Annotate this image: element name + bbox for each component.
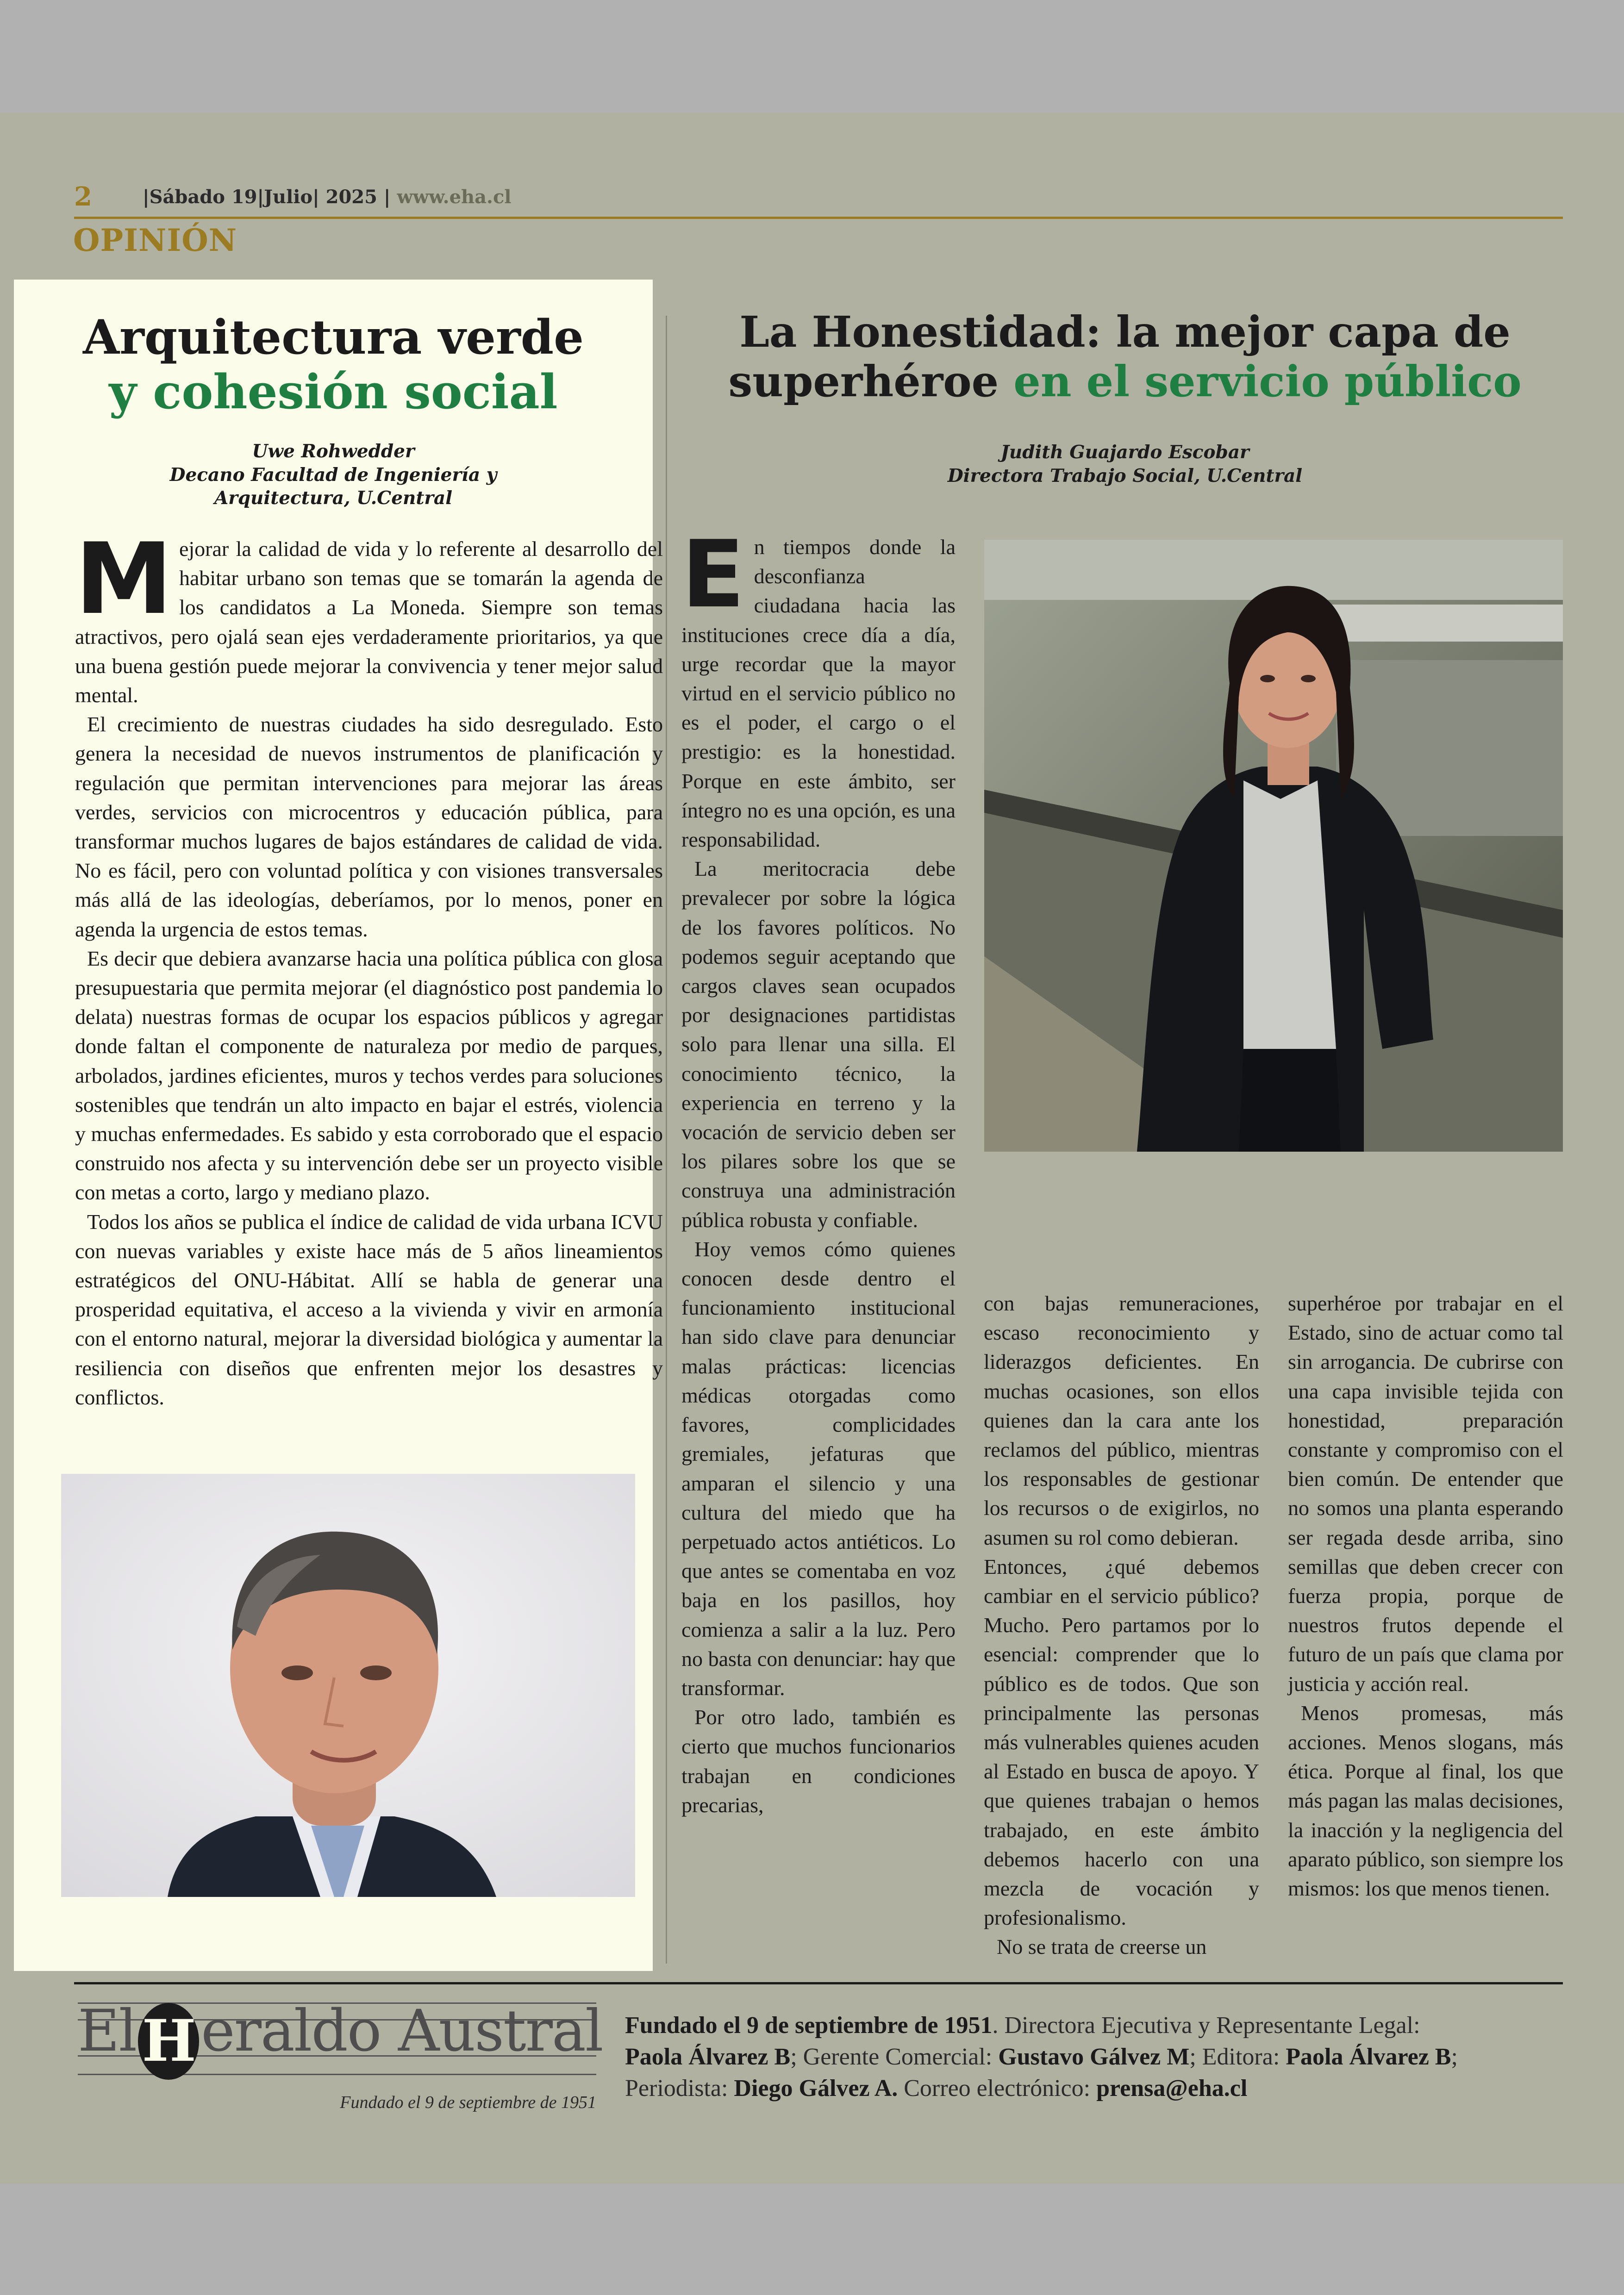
logo-h-emblem: H — [138, 2003, 199, 2080]
portrait-man-image — [61, 1474, 635, 1897]
right-paragraph-6-start: No se trata de creerse un — [997, 1935, 1207, 1959]
right-paragraph-4-start: Por otro lado, también es cierto que muchos funcionarios trabajan en condiciones precarias, — [681, 1705, 956, 1817]
right-article-byline — [690, 441, 1560, 487]
right-article-column-3 — [1288, 1289, 1563, 1903]
left-title-line2: y cohesión social — [109, 364, 558, 420]
right-article-column-1 — [681, 521, 956, 1967]
column-divider — [666, 316, 667, 1964]
author-photo-man — [61, 1474, 635, 1897]
staff-credits: Fundado el 9 de septiembre de 1951. Directora Ejecutiva y Representante Legal: Paola Álvarez B; Gerente Comercial: Gustavo Gálvez M; Editora: Paola Álvarez B; Periodista: Diego Gálvez A. Correo electrónico: prensa@eha.cl — [625, 2012, 1458, 2102]
logo-founded-text: Fundado el 9 de septiembre de 1951 — [340, 2093, 596, 2112]
issue-day: Sábado 19 — [149, 186, 257, 208]
right-paragraph-7: Menos promesas, más acciones. Menos slogans, más ética. Porque al final, los que más pagan las malas decisiones, la inacción y la negligencia del aparato público, son siempre los mismos: los que menos tienen. — [1288, 1701, 1563, 1901]
right-author-name: Judith Guajardo Escobar — [1000, 442, 1249, 463]
section-title: OPINIÓN — [73, 222, 237, 258]
right-paragraph-2: La meritocracia debe prevalecer por sobre la lógica de los favores políticos. No podemos seguir aceptando que cargos claves sean ocupados por designaciones partidistas solo para llenar una silla. El conocimiento técnico, la experiencia en terreno y la vocación de servicio deben ser los pilares sobre los que se construya una administración pública robusta y confiable. — [681, 857, 956, 1232]
director-name: Paola Álvarez B — [625, 2044, 791, 2070]
left-paragraph-2: El crecimiento de nuestras ciudades ha sido desregulado. Esto genera la necesidad de nuevos instrumentos de planificación y regulación que permitan intervenciones para mejorar las áreas verdes, servicios con microcentros y educación pública, para transformar muchos lugares de bajos estándares de calidad de vida. No es fácil, pero con voluntad política y con visiones transversales más allá de las ideologías, deberíamos, por lo menos, poner en agenda la urgencia de estos temas. — [75, 712, 663, 941]
website-link[interactable]: www.eha.cl — [397, 186, 512, 208]
right-paragraph-4-end: con bajas remuneraciones, escaso reconocimiento y liderazgos deficientes. En muchas ocasiones, son ellos quienes dan la cara ante los reclamos del público, mientras los responsables de gestionar los recursos o de exigirlos, no asumen su rol como debieran. — [984, 1291, 1259, 1549]
editor-name: Paola Álvarez B — [1286, 2044, 1451, 2070]
left-paragraph-4: Todos los años se publica el índice de calidad de vida urbana ICVU con nuevas variables y existe hace más de 5 años lineamientos estratégicos del ONU-Hábitat. Allí se habla de generar una prosperidad equitativa, el acceso a la vivienda y vivir en armonía con el entorno natural, mejorar la diversidad biológica y aumentar la resiliencia con diseños que enfrenten mejor los desastres y conflictos. — [75, 1210, 663, 1409]
contact-email[interactable]: prensa@eha.cl — [1096, 2075, 1248, 2102]
left-title-line1: Arquitectura verde — [83, 310, 584, 365]
left-article-title — [32, 310, 634, 420]
portrait-woman-image — [984, 540, 1563, 1152]
right-article-title — [690, 307, 1560, 406]
left-article-body — [75, 522, 663, 1412]
left-author-role-1: Decano Facultad de Ingeniería y — [169, 464, 497, 486]
left-drop-cap: M — [75, 522, 173, 636]
issue-date-line: |Sábado 19|Julio| 2025 | www.eha.cl — [143, 186, 512, 208]
right-paragraph-6-end: superhéroe por trabajar en el Estado, sino de actuar como tal sin arrogancia. De cubrirse con una capa invisible tejida con honestidad, preparación constante y compromiso con el bien común. De entender que no somos una planta esperando ser regada desde arriba, sino semillas que deben crecer con fuerza propia, porque de nuestros frutos depende el futuro de un país que clama por justicia y acción real. — [1288, 1291, 1563, 1696]
right-paragraph-1: En tiempos donde la desconfianza ciudadana hacia las instituciones crece día a día, urge recordar que la mayor virtud en el servicio público no es el poder, el cargo o el prestigio: es la honestidad. Porque en este ámbito, ser íntegro no es una opción, es una responsabilidad. — [681, 521, 956, 852]
right-drop-cap: E — [681, 521, 745, 629]
manager-name: Gustavo Gálvez M — [998, 2044, 1190, 2070]
left-paragraph-1: Mejorar la calidad de vida y lo referente al desarrollo del habitar urbano son temas que se tomarán la agenda de los candidatos a La Moneda. Siempre son temas atractivos, pero ojalá sean ejes verdaderamente prioritarios, ya que una buena gestión puede mejorar la convivencia y tener mejor salud mental. — [75, 522, 663, 707]
logo-wordmark: El H eraldo Austral — [78, 1998, 603, 2080]
left-author-role-2: Arquitectura, U.Central — [214, 487, 453, 509]
journalist-name: Diego Gálvez A. — [734, 2075, 898, 2102]
footer-rule — [74, 1982, 1563, 1984]
author-photo-woman — [984, 540, 1563, 1152]
right-title-line1: La Honestidad: la mejor capa de — [739, 307, 1511, 357]
header-rule — [74, 217, 1563, 219]
newspaper-page — [0, 113, 1624, 2184]
right-paragraph-3: Hoy vemos cómo quienes conocen desde dentro el funcionamiento institucional han sido clave para denunciar malas prácticas: licencias médicas otorgadas como favores, complicidades gremiales, jefaturas que amparan el silencio y una cultura del miedo que ha perpetuado actos antiéticos. Lo que antes se comentaba en voz baja en los pasillos, hoy comienza a salir a la luz. Pero no basta con denunciar: hay que transformar. — [681, 1237, 956, 1700]
issue-year: 2025 — [325, 186, 377, 208]
page-number: 2 — [74, 181, 92, 212]
left-author-name: Uwe Rohwedder — [252, 441, 415, 462]
left-paragraph-3: Es decir que debiera avanzarse hacia una política pública con glosa presupuestaria que permita mejorar (el diagnóstico post pandemia lo delata) nuestras formas de ocupar los espacios públicos y agregar donde faltan el componente de naturaleza por medio de parques, arbolados, jardines eficientes, muros y techos verdes para soluciones sostenibles que tendrán un alto impacto en bajar el estrés, violencia y muchas enfermedades. Es sabido y esta corroborado que el espacio construido nos afecta y su intervención debe ser un proyecto visible con metas a corto, largo y mediano plazo. — [75, 946, 663, 1204]
right-author-role: Directora Trabajo Social, U.Central — [947, 465, 1303, 486]
issue-month: Julio — [264, 186, 313, 208]
page-header — [74, 181, 1563, 212]
newspaper-logo — [78, 1992, 601, 2131]
right-title-line2: superhéroe en el servicio público — [728, 356, 1522, 406]
left-article-byline — [32, 440, 634, 510]
right-paragraph-5: Entonces, ¿qué debemos cambiar en el servicio público? Mucho. Pero partamos por lo esencial: comprender que lo público es de todos. Que son principalmente las personas más vulnerables quienes acuden al Estado en busca de apoyo. Y que quienes trabajan o hemos trabajado, en este ámbito debemos hacerlo con una mezcla de vocación y profesionalismo. — [984, 1554, 1259, 1930]
right-article-column-2 — [984, 1289, 1259, 1962]
